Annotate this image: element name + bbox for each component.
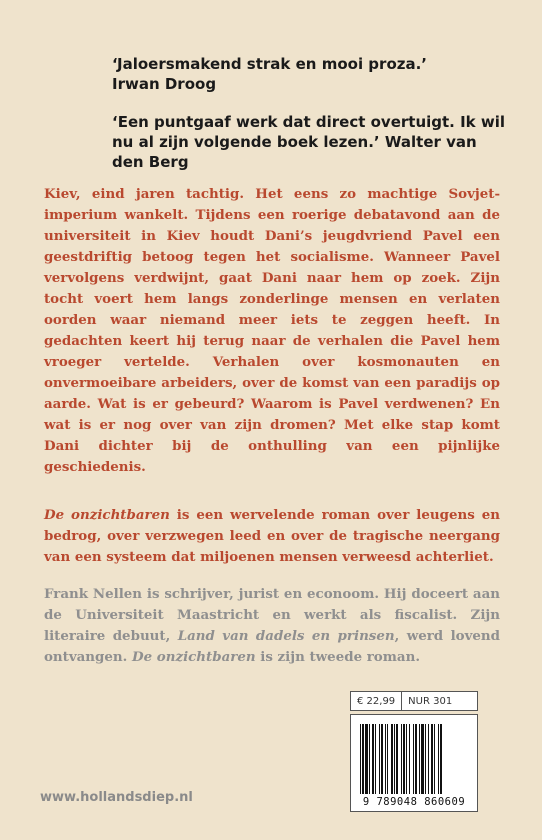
summary-paragraph: [44, 505, 500, 568]
barcode-bar: [406, 724, 407, 794]
barcode-bars: [358, 724, 470, 794]
publisher-website[interactable]: www.hollandsdiep.nl: [40, 790, 193, 805]
barcode-bar: [394, 724, 395, 794]
barcode-bar: [421, 724, 424, 794]
barcode-bar: [365, 724, 368, 794]
quote-1: [112, 54, 512, 94]
quote-2-text: ‘Een puntgaaf werk dat direct overtuigt. Ik wil nu al zijn volgende boek lezen.’: [112, 113, 506, 151]
barcode-bar: [375, 724, 376, 794]
barcode-bar: [419, 724, 420, 794]
nur-label: NUR 301: [408, 695, 453, 707]
barcode-bar: [385, 724, 386, 794]
barcode-bar: [369, 724, 370, 794]
barcode-bar: [438, 724, 439, 794]
barcode-bar: [403, 724, 405, 794]
blurb-paragraph: Kiev, eind jaren tachtig. Het eens zo machtige Sovjet-imperium wankelt. Tijdens een roerige debatavond aan de universiteit in Kiev houdt Dani’s jeugdvriend Pavel een geestdriftig betoog tegen het socialisme. Wanneer Pavel vervolgens verdwijnt, gaat Dani naar hem op zoek. Zijn tocht voert hem langs zonderlinge mensen en verlaten oorden waar niemand meer iets te zeggen heeft. In gedachten keert hij terug naar de verhalen die Pavel hem vroeger vertelde. Verhalen over kosmonauten en onvermoeibare arbeiders, over de komst van een paradijs op aarde. Wat is er gebeurd? Waarom is Pavel verdwenen? En wat is er nog over van zijn dromen? Met elke stap komt Dani dichter bij de onthulling van een pijnlijke geschiedenis.: [44, 186, 500, 475]
summary-book-title: De onzichtbaren: [44, 507, 170, 523]
author-bio: [44, 584, 500, 668]
quote-2-author: Walter van den Berg: [112, 133, 477, 171]
barcode-bar: [396, 724, 398, 794]
barcode-block: [350, 691, 478, 809]
barcode: [350, 714, 478, 812]
barcode-bar: [409, 724, 410, 794]
bio-part-2: , werd lovend ontvangen.: [44, 628, 500, 665]
quote-2: [112, 112, 512, 172]
barcode-bar: [413, 724, 414, 794]
bio-debut-title: Land van dadels en prinsen: [177, 628, 395, 644]
barcode-bar: [401, 724, 402, 794]
barcode-bar: [440, 724, 442, 794]
summary-text: is een wervelende roman over leugens en bedrog, over verzwegen leed en over de tragische neergang van een systeem dat miljoenen mensen verweesd achterliet.: [44, 507, 500, 565]
bio-part-1: Frank Nellen is schrijver, jurist en econoom. Hij doceert aan de Universiteit Maastricht en werkt als fiscalist. Zijn literaire debuut,: [44, 586, 500, 644]
bio-part-3: is zijn tweede roman.: [255, 649, 420, 665]
bio-book-title: De onzichtbaren: [132, 649, 256, 665]
isbn-number: 9 789048 860609: [362, 796, 466, 808]
barcode-bar: [415, 724, 417, 794]
quote-1-author: Irwan Droog: [112, 75, 217, 93]
barcode-bar: [360, 724, 361, 794]
barcode-bar: [387, 724, 388, 794]
barcode-bar: [434, 724, 435, 794]
barcode-bar: [425, 724, 426, 794]
quote-1-text: ‘Jaloersmakend strak en mooi proza.’: [112, 55, 427, 73]
barcode-bar: [362, 724, 364, 794]
barcode-bar: [372, 724, 374, 794]
barcode-bar: [379, 724, 380, 794]
price-label: € 22,99: [357, 695, 396, 707]
price-row: [350, 691, 478, 711]
barcode-bar: [381, 724, 383, 794]
barcode-bar: [431, 724, 433, 794]
barcode-bar: [391, 724, 393, 794]
barcode-bar: [428, 724, 429, 794]
